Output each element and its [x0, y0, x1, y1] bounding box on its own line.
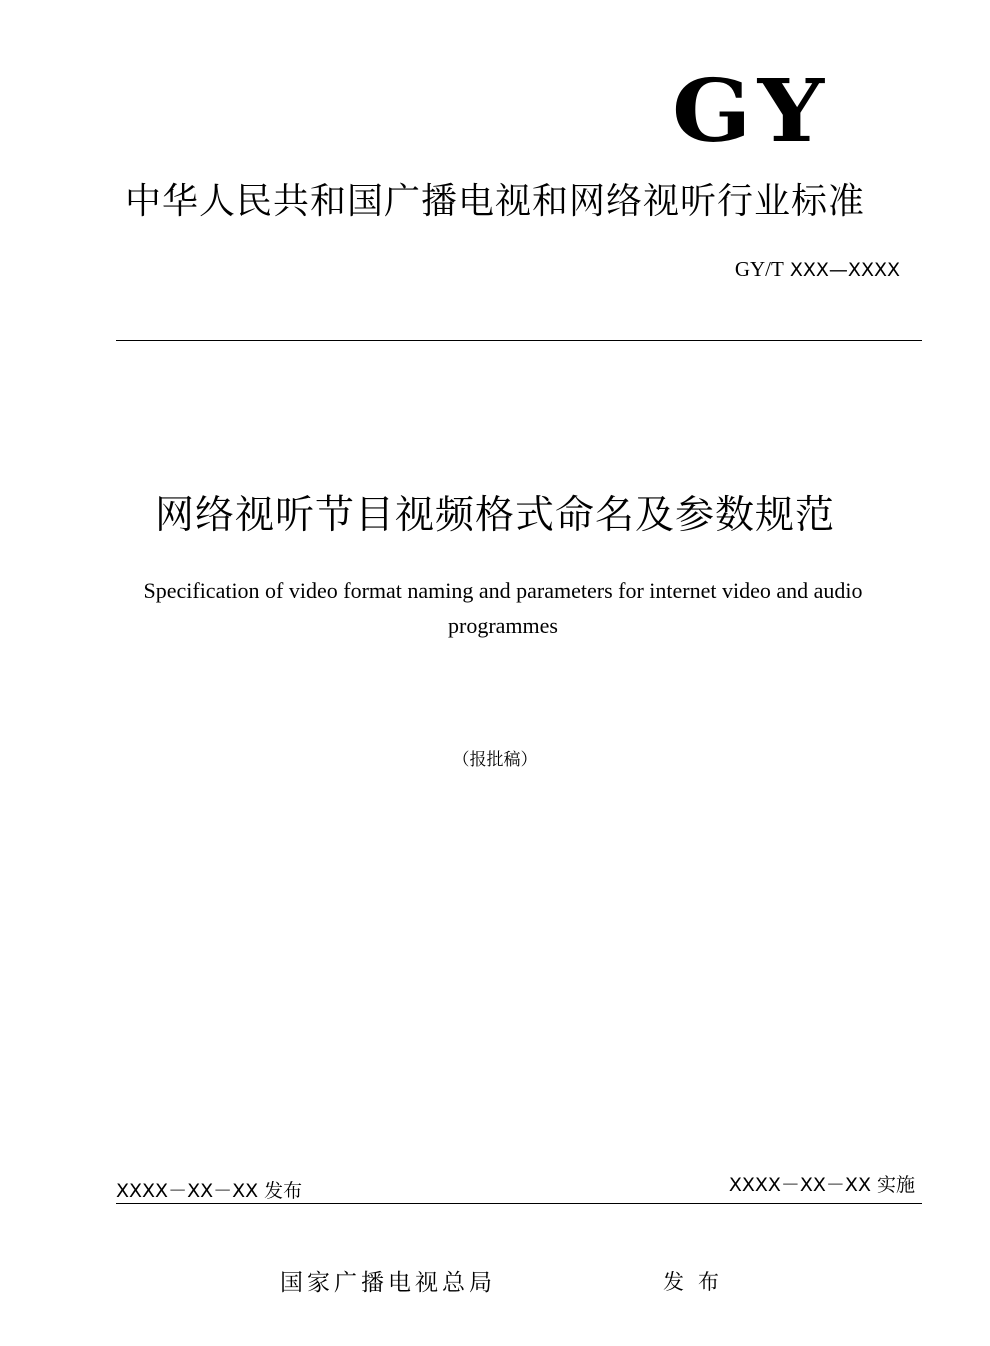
- gy-logo: GY: [672, 61, 831, 162]
- document-subtitle-english: Specification of video format naming and parameters for internet video and audio programmes: [143, 578, 863, 638]
- effective-date: XXXX－XX－XX 实施: [728, 1174, 915, 1196]
- org-title: 中华人民共和国广播电视和网络视听行业标准: [124, 181, 865, 222]
- footer-divider: [116, 1203, 922, 1204]
- document-title: 网络视听节目视频格式命名及参数规范: [154, 493, 835, 538]
- draft-status: （报批稿）: [452, 750, 538, 770]
- issue-action: 发布: [663, 1270, 733, 1294]
- standard-code: XXX—XXXX: [789, 259, 900, 281]
- standard-number: [735, 255, 900, 284]
- publish-date: XXXX－XX－XX 发布: [116, 1180, 303, 1202]
- standard-prefix: GY/T: [734, 257, 784, 281]
- header-divider: [116, 340, 922, 341]
- issuing-authority: 国家广播电视总局: [280, 1270, 496, 1296]
